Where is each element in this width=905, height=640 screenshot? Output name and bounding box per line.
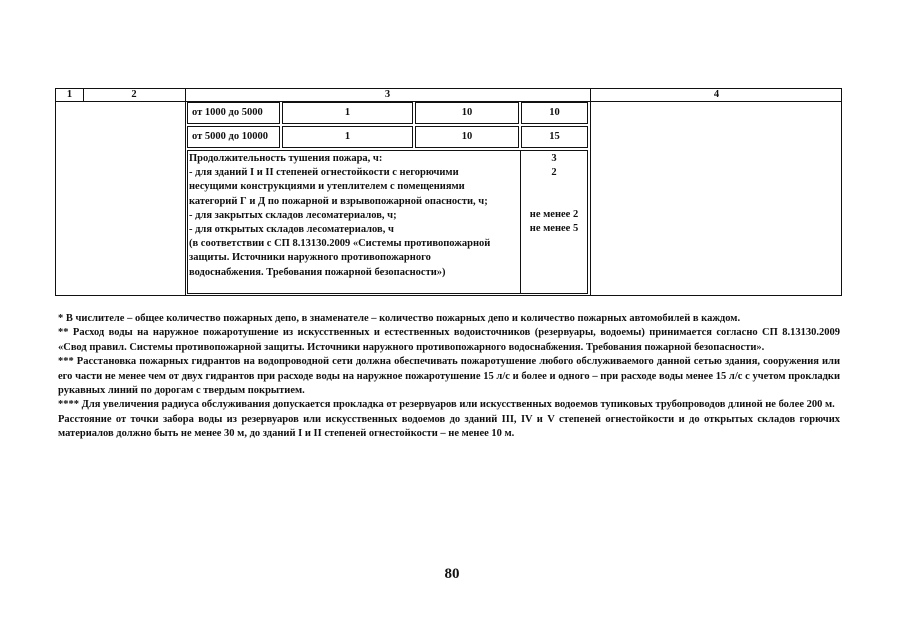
duration-line: - для закрытых складов лесоматериалов, ч; <box>189 209 397 221</box>
value-text: 10 <box>461 131 473 142</box>
footnote: Расстояние от точки забора воды из резервуаров или искусственных водоемов до зданий III, IV и V степеней огнестойкости и до открытых складов горючих материалов должно быть не менее 30 м, до зданий I и II степеней огнестойкости – не менее 10 м. <box>58 413 840 440</box>
value-cell <box>282 126 413 148</box>
col-divider-3 <box>590 89 591 295</box>
footnote: *** Расстановка пожарных гидрантов на водопроводной сети должна обеспечивать пожаротушение любого обслуживаемого данной сетью здания, сооружения или его части не менее чем от двух гидрантов при расходе воды на наружное пожаротушение 15 л/с и более и одного – при расходе воды менее 15 л/с с учетом прокладки рукавных линий по дорогам с твердым покрытием. <box>58 356 840 397</box>
range-cell <box>187 102 280 124</box>
value-text: 1 <box>344 131 351 142</box>
data-table <box>55 88 842 296</box>
duration-line: водоснабжения. Требования пожарной безопасности») <box>189 266 446 278</box>
duration-value: не менее 2 <box>529 209 579 220</box>
footnote: * В числителе – общее количество пожарных депо, в знаменателе – количество пожарных депо и количество пожарных автомобилей в каждом. <box>58 313 741 324</box>
duration-line: несущими конструкциями и утеплителем с помещениями <box>189 181 465 193</box>
header-col-2: 2 <box>131 89 137 100</box>
value-text: 10 <box>461 107 473 118</box>
footnote: **** Для увеличения радиуса обслуживания допускается прокладка от резервуаров или искусственных водоемов тупиковых трубопроводов длиной не более 200 м. <box>58 399 835 411</box>
value-cell <box>282 102 413 124</box>
col-divider-2 <box>185 89 186 295</box>
value-text: 10 <box>549 107 560 118</box>
range-cell <box>187 126 280 148</box>
duration-value: не менее 5 <box>529 223 579 234</box>
footnotes <box>58 312 840 442</box>
page-number: 80 <box>444 566 460 582</box>
header-col-1: 1 <box>66 89 73 100</box>
value-cell <box>415 126 519 148</box>
header-col-4: 4 <box>713 89 720 100</box>
duration-value: 2 <box>551 167 557 178</box>
header-col-3: 3 <box>384 89 391 100</box>
duration-line: - для зданий I и II степеней огнестойкости с негорючими <box>189 167 459 179</box>
footnote: ** Расход воды на наружное пожаротушение из искусственных и естественных водоисточников (резервуары, водоемы) принимается согласно СП 8.13130.2009 «Свод правил. Системы противопожарной защиты. Источники наружного противопожарного водоснабжения. Требования пожарной безопасности». <box>58 327 840 353</box>
value-cell <box>521 102 588 124</box>
value-cell <box>521 126 588 148</box>
value-text: 15 <box>549 131 560 142</box>
duration-line: (в соответствии с СП 8.13130.2009 «Системы противопожарной <box>189 238 491 250</box>
duration-line: категорий Г и Д по пожарной и взрывопожарной опасности, ч; <box>189 195 488 207</box>
range-text: от 5000 до 10000 <box>192 131 268 142</box>
duration-value: 3 <box>551 153 557 164</box>
duration-line: - для открытых складов лесоматериалов, ч <box>189 224 394 236</box>
duration-line: Продолжительность тушения пожара, ч: <box>189 153 383 164</box>
value-cell <box>415 102 519 124</box>
duration-line: защиты. Источники наружного противопожарного <box>189 252 431 264</box>
range-text: от 1000 до 5000 <box>192 107 263 118</box>
duration-text <box>189 152 524 280</box>
value-text: 1 <box>344 107 351 118</box>
